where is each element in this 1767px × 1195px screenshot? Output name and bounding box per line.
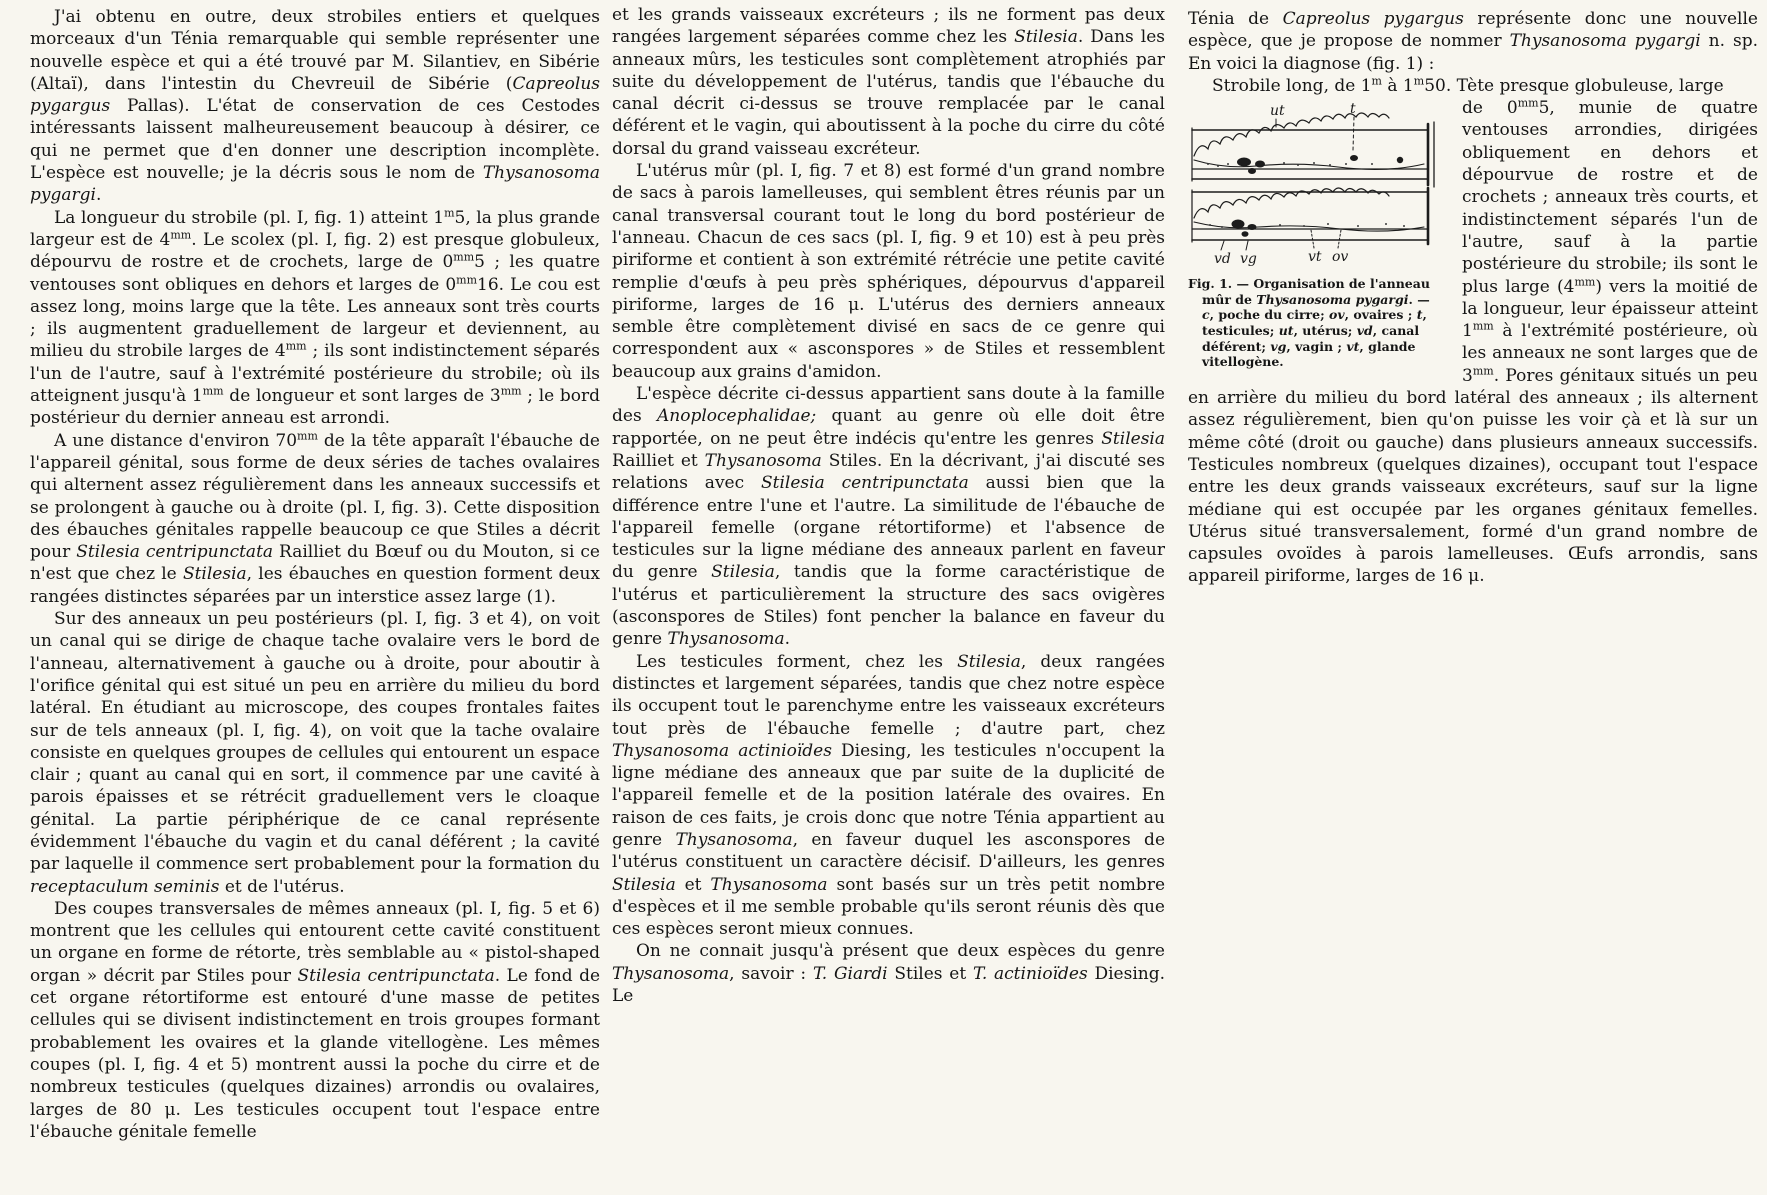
paragraph: J'ai obtenu en outre, deux strobiles entiers et quelques morceaux d'un Ténia remarquable qui semble représenter une nouvelle espèce et qui a été trouvé par M. Silantiev, en Sibérie (Altaï), dans l'intestin du Chevreuil de Sibérie (Capreolus pygargus Pallas). L'état de conservation de ces Cestodes intéressants laissent malheureusement beaucoup à désirer, ce qui ne permet que d'en donner une description incomplète. L'espèce est nouvelle; je la décris sous le nom de Thysanosoma pygargi.	[30, 7, 600, 206]
figure-label-vd: vd	[1214, 251, 1231, 268]
figure-label-ov: ov	[1332, 249, 1349, 266]
figure-caption: Fig. 1. — Organisation de l'anneau mûr de Thysanosoma pygargi. — c, poche du cirre; ov, ovaires ; t, testicules; ut, utérus; vd, canal déférent; vg, vagin ; vt, glande vitellogène.	[1188, 276, 1430, 370]
paragraph: La longueur du strobile (pl. I, fig. 1) atteint 1$^m$5, la plus grande largeur est de $4^{mm}$. Le scolex (pl. I, fig. 2) est presque globuleux, dépourvu de rostre et de crochets, large de $0^{mm}5$ ; les quatre ventouses sont obliques en dehors et larges de $0^{mm}16$. Le cou est assez long, moins large que la tête. Les anneaux sont très courts ; ils augmentent graduellement de largeur et deviennent, au milieu du strobile larges de $4^{mm}$ ; ils sont indistinctement séparés l'un de l'autre, sauf à l'extrémité postérieure du strobile; où ils atteignent jusqu'à $1^{mm}$ de longueur et sont larges de $3^{mm}$ ; le bord postérieur du dernier anneau est arrondi.	[30, 206, 601, 429]
figure-1	[1188, 100, 1446, 370]
paragraph: On ne connait jusqu'à présent que deux espèces du genre Thysanosoma, savoir : T. Giardi Stiles et T. actinioïdes Diesing. Le	[612, 941, 1165, 1007]
paragraph: Sur des anneaux un peu postérieurs (pl. I, fig. 3 et 4), on voit un canal qui se dirige de chaque tache ovalaire vers le bord de l'anneau, alternativement à gauche ou à droite, pour aboutir à l'orifice génital qui est situé un peu en arrière du milieu du bord latéral. En étudiant au microscope, des coupes frontales faites sur de tels anneaux (pl. I, fig. 4), on voit que la tache ovalaire consiste en quelques groupes de cellules qui entourent un espace clair ; quant au canal qui en sort, il commence par une cavité à parois épaisses et se rétrécit graduellement vers le cloaque génital. La partie périphérique de ce canal représente évidemment l'ébauche du vagin et du canal déférent ; la cavité par laquelle il commence sert probablement pour la formation du receptaculum seminis et de l'utérus.	[30, 609, 600, 897]
figure-label-vt: vt	[1308, 249, 1322, 266]
paragraph: Les testicules forment, chez les Stilesia, deux rangées distinctes et largement séparées, tandis que chez notre espèce ils occupent tout le parenchyme entre les vaisseaux excréteurs tout près de l'ébauche femelle ; d'autre part, chez Thysanosoma actinioïdes Diesing, les testicules n'occupent la ligne médiane des anneaux que par suite de la duplicité de l'appareil femelle et de la position latérale des ovaires. En raison de ces faits, je crois donc que notre Ténia appartient au genre Thysanosoma, en faveur duquel les asconspores de l'utérus constituent un caractère décisif. D'ailleurs, les genres Stilesia et Thysanosoma sont basés sur un très petit nombre d'espèces et il me semble probable qu'ils seront réunis dès que ces espèces seront mieux connues.	[612, 651, 1166, 940]
paragraph: L'espèce décrite ci-dessus appartient sans doute à la famille des Anoplocephalidae; quant au genre où elle doit être rapportée, on ne peut être indécis qu'entre les genres Stilesia Railliet et Thysanosoma Stiles. En la décrivant, j'ai discuté ses relations avec Stilesia centripunctata aussi bien que la différence entre l'une et l'autre. La similitude de l'ébauche de l'appareil femelle (organe rétortiforme) et l'absence de testicules sur la ligne médiane des anneaux parlent en faveur du genre Stilesia, tandis que la forme caractéristique de l'utérus et particulièrement la structure des sacs ovigères (asconspores de Stiles) font pencher la balance en faveur du genre Thysanosoma.	[612, 384, 1165, 650]
figure-label-vg: vg	[1240, 251, 1257, 268]
paragraph: A une distance d'environ $70^{mm}$ de la tête apparaît l'ébauche de l'appareil génital, sous forme de deux séries de taches ovalaires qui alternent assez régulièrement dans les anneaux successifs et se prolongent à gauche ou à droite (pl. I, fig. 3). Cette disposition des ébauches génitales rappelle beaucoup ce que Stiles a décrit pour Stilesia centripunctata Railliet du Bœuf ou du Mouton, si ce n'est que chez le Stilesia, les ébauches en question forment deux rangées distinctes séparées par un interstice assez large (1).	[30, 428, 600, 607]
text-column-1	[30, 6, 600, 1143]
anatomical-diagram	[1188, 100, 1446, 272]
paragraph: Ténia de Capreolus pygargus représente donc une nouvelle espèce, que je propose de nommer Thysanosoma pygargi n. sp. En voici la diagnose (fig. 1) :	[1188, 9, 1758, 74]
figure-label-t: t	[1350, 101, 1356, 118]
paragraph: L'utérus mûr (pl. I, fig. 7 et 8) est formé d'un grand nombre de sacs à parois lamelleuses, qui semblent êtres réunis par un canal transversal courant tout le long du bord postérieur de l'anneau. Chacun de ces sacs (pl. I, fig. 9 et 10) est à peu près piriforme et contient à son extrémité rétrécie une petite cavité remplie d'œufs à peu près sphériques, dépourvus d'appareil piriforme, larges de 16 μ. L'utérus des derniers anneaux semble être complètement divisé en sacs de ce genre qui correspondent aux « asconspores » de Stiles et ressemblent beaucoup aux grains d'amidon.	[612, 161, 1165, 382]
figure-label-ut: ut	[1270, 103, 1285, 120]
diagnose-continuation: de $0^{mm}5$, munie de quatre ventouses arrondies, dirigées obliquement en dehors et dépourvue de rostre et de crochets ; anneaux très courts, et indistinctement séparés l'un de l'autre, sauf à la partie postérieure du strobile; ils sont le plus large $(4^{mm})$ vers la moitié de la longueur, leur épaisseur atteint $1^{mm}$ à l'extrémité postérieure, où les anneaux ne sont larges que de $3^{mm}$. Pores génitaux situés un peu en arrière du milieu du bord latéral des anneaux ; ils alternent assez régulièrement, bien qu'on puisse les voir çà et là sur un même côté (droit ou gauche) dans plusieurs anneaux successifs. Testicules nombreux (quelques dizaines), occupant tout l'espace entre les deux grands vaisseaux excréteurs, sauf sur la ligne médiane qui est occupée par les organes génitaux femelles. Utérus situé transversalement, formé d'un grand nombre de capsules ovoïdes à parois lamelleuses. Œufs arrondis, sans appareil piriforme, larges de 16 μ.	[1188, 96, 1758, 587]
paragraph: Strobile long, de 1$^m$ à 1$^m$50. Tète presque globuleuse, large	[1212, 74, 1724, 96]
paragraph: et les grands vaisseaux excréteurs ; ils ne forment pas deux rangées largement séparées comme chez les Stilesia. Dans les anneaux mûrs, les testicules sont complètement atrophiés par suite du développement de l'utérus, tandis que l'ébauche du canal décrit ci-dessus se trouve remplacée par le canal déférent et le vagin, qui aboutissent à la poche du cirre du côté dorsal du grand vaisseau excréteur.	[612, 5, 1165, 159]
diagnose-body	[1188, 97, 1758, 588]
paragraph: Des coupes transversales de mêmes anneaux (pl. I, fig. 5 et 6) montrent que les cellules qui entourent cette cavité constituent un organe en forme de rétorte, très semblable au « pistol-shaped organ » décrit par Stiles pour Stilesia centripunctata. Le fond de cet organe rétortiforme est entouré d'une masse de petites cellules qui se divisent indistinctement en trois groupes formant probablement les ovaires et la glande vitellogène. Les mêmes coupes (pl. I, fig. 4 et 5) montrent aussi la poche du cirre et de nombreux testicules (quelques dizaines) arrondis ou ovalaires, larges de 80 μ. Les testicules occupent tout l'espace entre l'ébauche génitale femelle	[30, 898, 601, 1142]
text-column-3	[1188, 8, 1758, 588]
text-column-2	[612, 4, 1165, 1007]
